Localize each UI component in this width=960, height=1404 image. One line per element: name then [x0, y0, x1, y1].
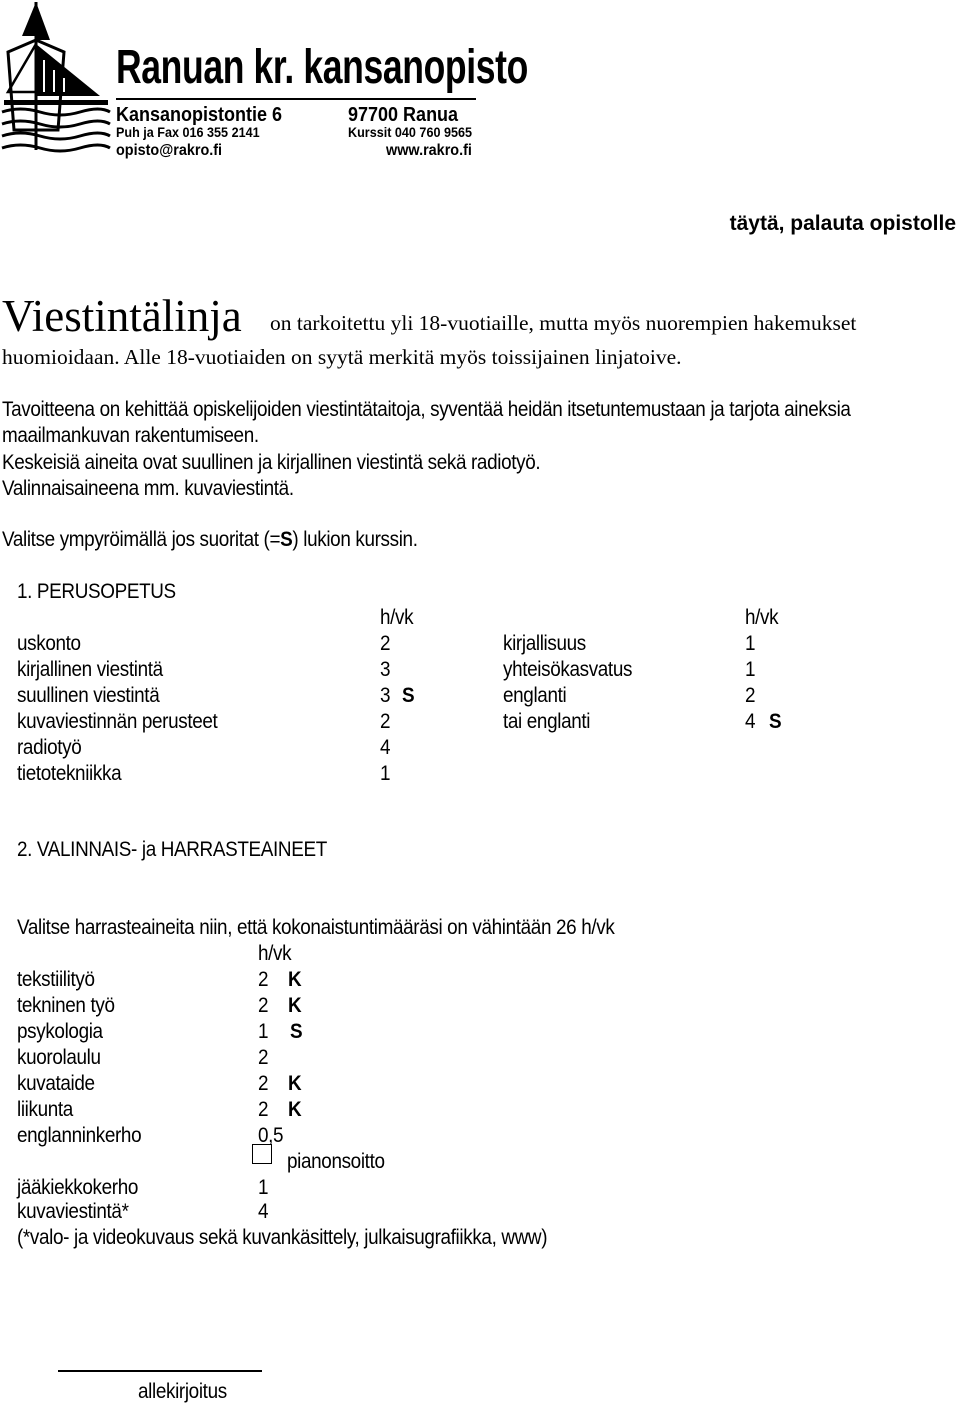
elective-name: tekninen työ: [17, 994, 115, 1017]
section1-title: 1. PERUSOPETUS: [17, 580, 176, 603]
intro-electives: Valinnaisaineena mm. kuvaviestintä.: [2, 477, 294, 500]
subject-hours: 4: [380, 736, 391, 759]
org-address: Kansanopistontie 6: [116, 104, 283, 126]
subject-name: tietotekniikka: [17, 762, 122, 785]
elective-hours: 2: [258, 1046, 269, 1069]
lukio-mark[interactable]: S: [402, 684, 415, 707]
subject-name: radiotyö: [17, 736, 82, 759]
org-name: Ranuan kr. kansanopisto: [116, 41, 528, 94]
subject-name: yhteisökasvatus: [503, 658, 633, 681]
org-web: www.rakro.fi: [386, 142, 472, 159]
org-phone: Puh ja Fax 016 355 2141: [116, 124, 260, 140]
subject-name: kuvaviestinnän perusteet: [17, 710, 218, 733]
elective-name: kuvaviestintä*: [17, 1200, 129, 1223]
subject-hours: 1: [745, 658, 756, 681]
org-email: opisto@rakro.fi: [116, 142, 223, 159]
elective-footnote: (*valo- ja videokuvaus sekä kuvankäsittely, julkaisugrafiikka, www): [17, 1226, 548, 1249]
elective-hours: 2: [258, 994, 269, 1017]
org-courses-phone: Kurssit 040 760 9565: [348, 124, 472, 140]
subject-hours: 2: [380, 710, 391, 733]
piano-checkbox[interactable]: [252, 1144, 272, 1164]
elective-mark[interactable]: K: [288, 994, 302, 1017]
section1-hvk-right: h/vk: [745, 606, 779, 629]
page-title: Viestintälinja: [2, 291, 242, 341]
org-postal: 97700 Ranua: [348, 104, 459, 126]
subject-hours: 2: [380, 632, 391, 655]
subject-hours: 4: [745, 710, 756, 733]
section2-title: 2. VALINNAIS- ja HARRASTEAINEET: [17, 838, 327, 861]
school-logo-icon: [0, 0, 112, 162]
signature-line[interactable]: [58, 1370, 262, 1372]
lukio-mark[interactable]: S: [769, 710, 782, 733]
subject-name: uskonto: [17, 632, 81, 655]
title-continuation: on tarkoitettu yli 18-vuotiaille, mutta myös nuorempien hakemukset: [270, 311, 857, 335]
elective-hours: 2: [258, 1072, 269, 1095]
elective-mark[interactable]: K: [288, 1098, 302, 1121]
elective-name: tekstiilityö: [17, 968, 95, 991]
section2-hvk: h/vk: [258, 942, 292, 965]
choose-instruction: Valitse ympyröimällä jos suoritat (=S) lukion kurssin.: [2, 528, 418, 551]
section1-hvk-left: h/vk: [380, 606, 414, 629]
elective-hours: 0,5: [258, 1124, 284, 1147]
elective-name: kuvataide: [17, 1072, 95, 1095]
subject-hours: 1: [380, 762, 391, 785]
form-instruction: täytä, palauta opistolle: [729, 212, 956, 235]
elective-name: jääkiekkokerho: [17, 1176, 139, 1199]
header-divider: [116, 98, 476, 100]
intro-paragraph: Tavoitteena on kehittää opiskelijoiden viestintätaitoja, syventää heidän itsetuntemustaan ja tarjota aineksia: [2, 398, 851, 421]
signature-label: allekirjoitus: [138, 1380, 227, 1403]
elective-hours: 2: [258, 1098, 269, 1121]
elective-name: psykologia: [17, 1020, 103, 1043]
subject-hours: 3: [380, 684, 391, 707]
subject-name: kirjallisuus: [503, 632, 586, 655]
subject-hours: 1: [745, 632, 756, 655]
subject-name: tai englanti: [503, 710, 591, 733]
elective-name: liikunta: [17, 1098, 73, 1121]
intro-paragraph-cont: maailmankuvan rakentumiseen.: [2, 424, 259, 447]
elective-mark[interactable]: S: [290, 1020, 303, 1043]
elective-hours: 1: [258, 1176, 269, 1199]
intro-line-2: huomioidaan. Alle 18-vuotiaiden on syytä merkitä myös toissijainen linjatoive.: [2, 345, 682, 369]
elective-mark[interactable]: K: [288, 968, 302, 991]
elective-hours: 1: [258, 1020, 269, 1043]
elective-hours: 4: [258, 1200, 269, 1223]
subject-name: suullinen viestintä: [17, 684, 160, 707]
subject-hours: 3: [380, 658, 391, 681]
elective-name: englanninkerho: [17, 1124, 142, 1147]
elective-name: kuorolaulu: [17, 1046, 101, 1069]
section2-intro: Valitse harrasteaineita niin, että kokonaistuntimääräsi on vähintään 26 h/vk: [17, 916, 615, 939]
subject-name: englanti: [503, 684, 567, 707]
elective-hours: 2: [258, 968, 269, 991]
subject-name: kirjallinen viestintä: [17, 658, 163, 681]
subject-hours: 2: [745, 684, 756, 707]
elective-mark[interactable]: K: [288, 1072, 302, 1095]
intro-core-subjects: Keskeisiä aineita ovat suullinen ja kirjallinen viestintä sekä radiotyö.: [2, 451, 541, 474]
piano-label: pianonsoitto: [287, 1150, 385, 1173]
